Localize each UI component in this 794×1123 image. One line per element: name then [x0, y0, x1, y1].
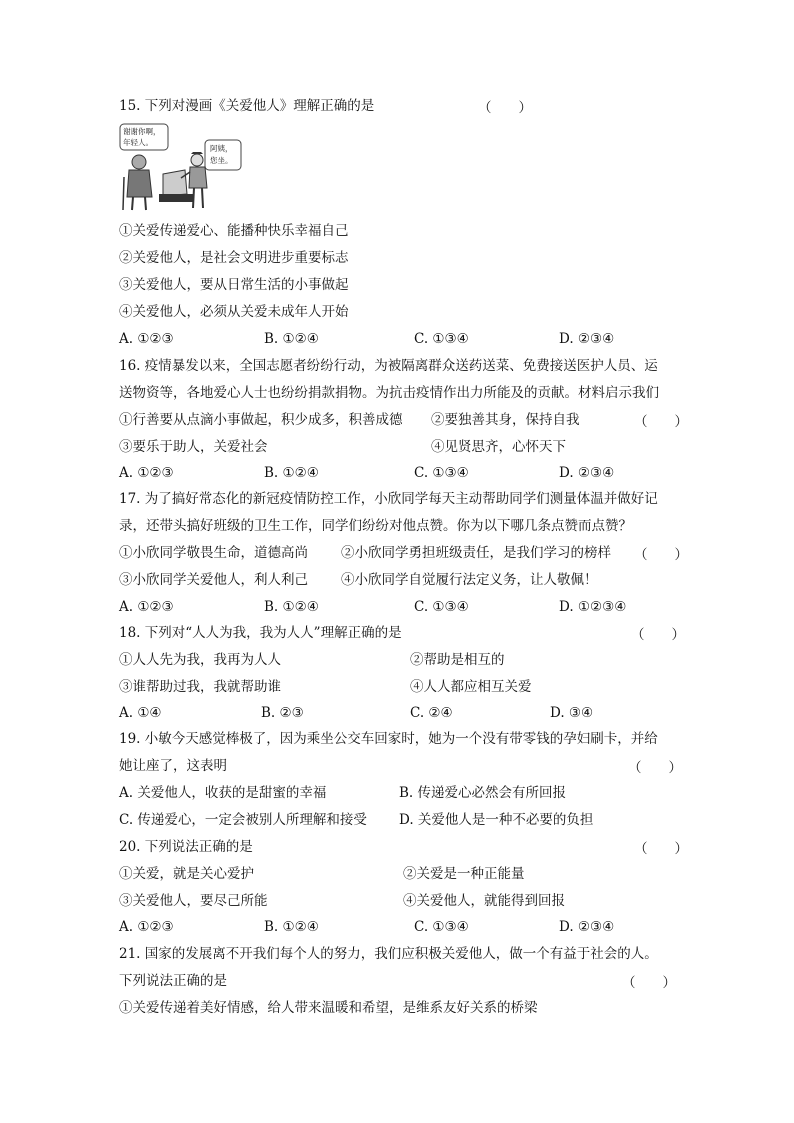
q20-option-b[interactable]: B. ①②④: [264, 919, 319, 935]
q19-option-b[interactable]: B. 传递爱心必然会有所回报: [399, 785, 567, 801]
q17-stem-line2: 录，还带头搞好班级的卫生工作，同学们纷纷对他点赞。你为以下哪几条点赞而点赞？: [119, 518, 632, 534]
cartoon-bubble-left-line1: 谢谢你啊，: [123, 127, 161, 136]
q20-option-c[interactable]: C. ①③④: [414, 919, 469, 935]
q15-answer-paren: （ ）: [478, 100, 532, 116]
cartoon-bubble-left-line2: 年轻人。: [123, 138, 153, 147]
q18-stem: 18. 下列对“人人为我，我为人人”理解正确的是: [119, 625, 402, 641]
q16-stem-line1: 16. 疫情暴发以来，全国志愿者纷纷行动，为被隔离群众送药送菜、免费接送医护人员、运: [119, 358, 658, 374]
q20-option-a[interactable]: A. ①②③: [119, 919, 174, 935]
q17-answer-paren: （ ）: [634, 547, 688, 563]
q18-option-c[interactable]: C. ②④: [410, 705, 453, 721]
q15-option-a[interactable]: A. ①②③: [119, 331, 174, 347]
q15-option-b[interactable]: B. ①②④: [264, 331, 319, 347]
cartoon-bubble-right-line2: 您坐。: [210, 156, 233, 165]
q19-stem-line2: 她让座了，这表明: [119, 758, 227, 774]
q16-option-d[interactable]: D. ②③④: [559, 465, 615, 481]
q16-item-2: ②要独善其身，保持自我: [431, 412, 580, 428]
q15-item-2: ②关爱他人，是社会文明进步重要标志: [119, 250, 349, 266]
q20-item-2: ②关爱是一种正能量: [403, 866, 525, 882]
q17-option-c[interactable]: C. ①③④: [414, 599, 469, 615]
q18-item-3: ③谁帮助过我，我就帮助谁: [119, 679, 281, 695]
q18-item-2: ②帮助是相互的: [410, 652, 505, 668]
q19-stem-line1: 19. 小敏今天感觉棒极了，因为乘坐公交车回家时，她为一个没有带零钱的孕妇刷卡，并给: [119, 731, 658, 747]
q17-option-b[interactable]: B. ①②④: [264, 599, 319, 615]
q17-item-3: ③小欣同学关爱他人，利人利己: [119, 572, 308, 588]
q19-option-d[interactable]: D. 关爱他人是一种不必要的负担: [399, 812, 594, 828]
q16-option-b[interactable]: B. ①②④: [264, 465, 319, 481]
q15-cartoon-image: [119, 122, 243, 214]
q20-item-4: ④关爱他人，就能得到回报: [403, 893, 565, 909]
q15-item-3: ③关爱他人，要从日常生活的小事做起: [119, 277, 349, 293]
q17-item-1: ①小欣同学敬畏生命，道德高尚: [119, 545, 308, 561]
q15-stem: 15. 下列对漫画《关爱他人》理解正确的是: [119, 98, 375, 114]
q18-item-1: ①人人先为我，我再为人人: [119, 652, 281, 668]
q18-item-4: ④人人都应相互关爱: [410, 679, 532, 695]
q16-item-1: ①行善要从点滴小事做起，积少成多，积善成德: [119, 412, 403, 428]
q21-stem-line1: 21. 国家的发展离不开我们每个人的努力，我们应积极关爱他人，做一个有益于社会的人。: [119, 946, 658, 962]
q17-item-4: ④小欣同学自觉履行法定义务，让人敬佩！: [341, 572, 598, 588]
q17-option-d[interactable]: D. ①②③④: [559, 599, 627, 615]
q20-answer-paren: （ ）: [634, 841, 688, 857]
q16-option-c[interactable]: C. ①③④: [414, 465, 469, 481]
q16-item-3: ③要乐于助人，关爱社会: [119, 439, 268, 455]
q18-option-a[interactable]: A. ①④: [119, 705, 162, 721]
q19-answer-paren: （ ）: [628, 760, 682, 776]
q17-option-a[interactable]: A. ①②③: [119, 599, 174, 615]
q16-answer-paren: （ ）: [634, 414, 688, 430]
q15-item-4: ④关爱他人，必须从关爱未成年人开始: [119, 304, 349, 320]
q15-item-1: ①关爱传递爱心、能播种快乐幸福自己: [119, 223, 349, 239]
q18-option-d[interactable]: D. ③④: [550, 705, 594, 721]
q20-item-3: ③关爱他人，要尽己所能: [119, 893, 268, 909]
q18-answer-paren: （ ）: [631, 627, 685, 643]
q18-option-b[interactable]: B. ②③: [261, 705, 304, 721]
cartoon-bubble-right-line1: 阿姨，: [210, 144, 233, 153]
q17-stem-line1: 17. 为了搞好常态化的新冠疫情防控工作，小欣同学每天主动帮助同学们测量体温并做好记: [119, 491, 658, 507]
q16-option-a[interactable]: A. ①②③: [119, 465, 174, 481]
q20-stem: 20. 下列说法正确的是: [119, 839, 253, 855]
q15-option-c[interactable]: C. ①③④: [414, 331, 469, 347]
q19-option-a[interactable]: A. 关爱他人，收获的是甜蜜的幸福: [119, 785, 327, 801]
q16-item-4: ④见贤思齐，心怀天下: [431, 439, 566, 455]
q19-option-c[interactable]: C. 传递爱心，一定会被别人所理解和接受: [119, 812, 367, 828]
q17-item-2: ②小欣同学勇担班级责任，是我们学习的榜样: [341, 545, 611, 561]
q21-item-1: ①关爱传递着美好情感，给人带来温暖和希望，是维系友好关系的桥梁: [119, 1000, 538, 1016]
q21-answer-paren: （ ）: [622, 975, 676, 991]
q15-option-d[interactable]: D. ②③④: [559, 331, 615, 347]
q20-item-1: ①关爱，就是关心爱护: [119, 866, 254, 882]
q21-stem-line2: 下列说法正确的是: [119, 973, 227, 989]
q16-stem-line2: 送物资等，各地爱心人士也纷纷捐款捐物。为抗击疫情作出力所能及的贡献。材料启示我们: [119, 385, 659, 401]
q20-option-d[interactable]: D. ②③④: [559, 919, 615, 935]
